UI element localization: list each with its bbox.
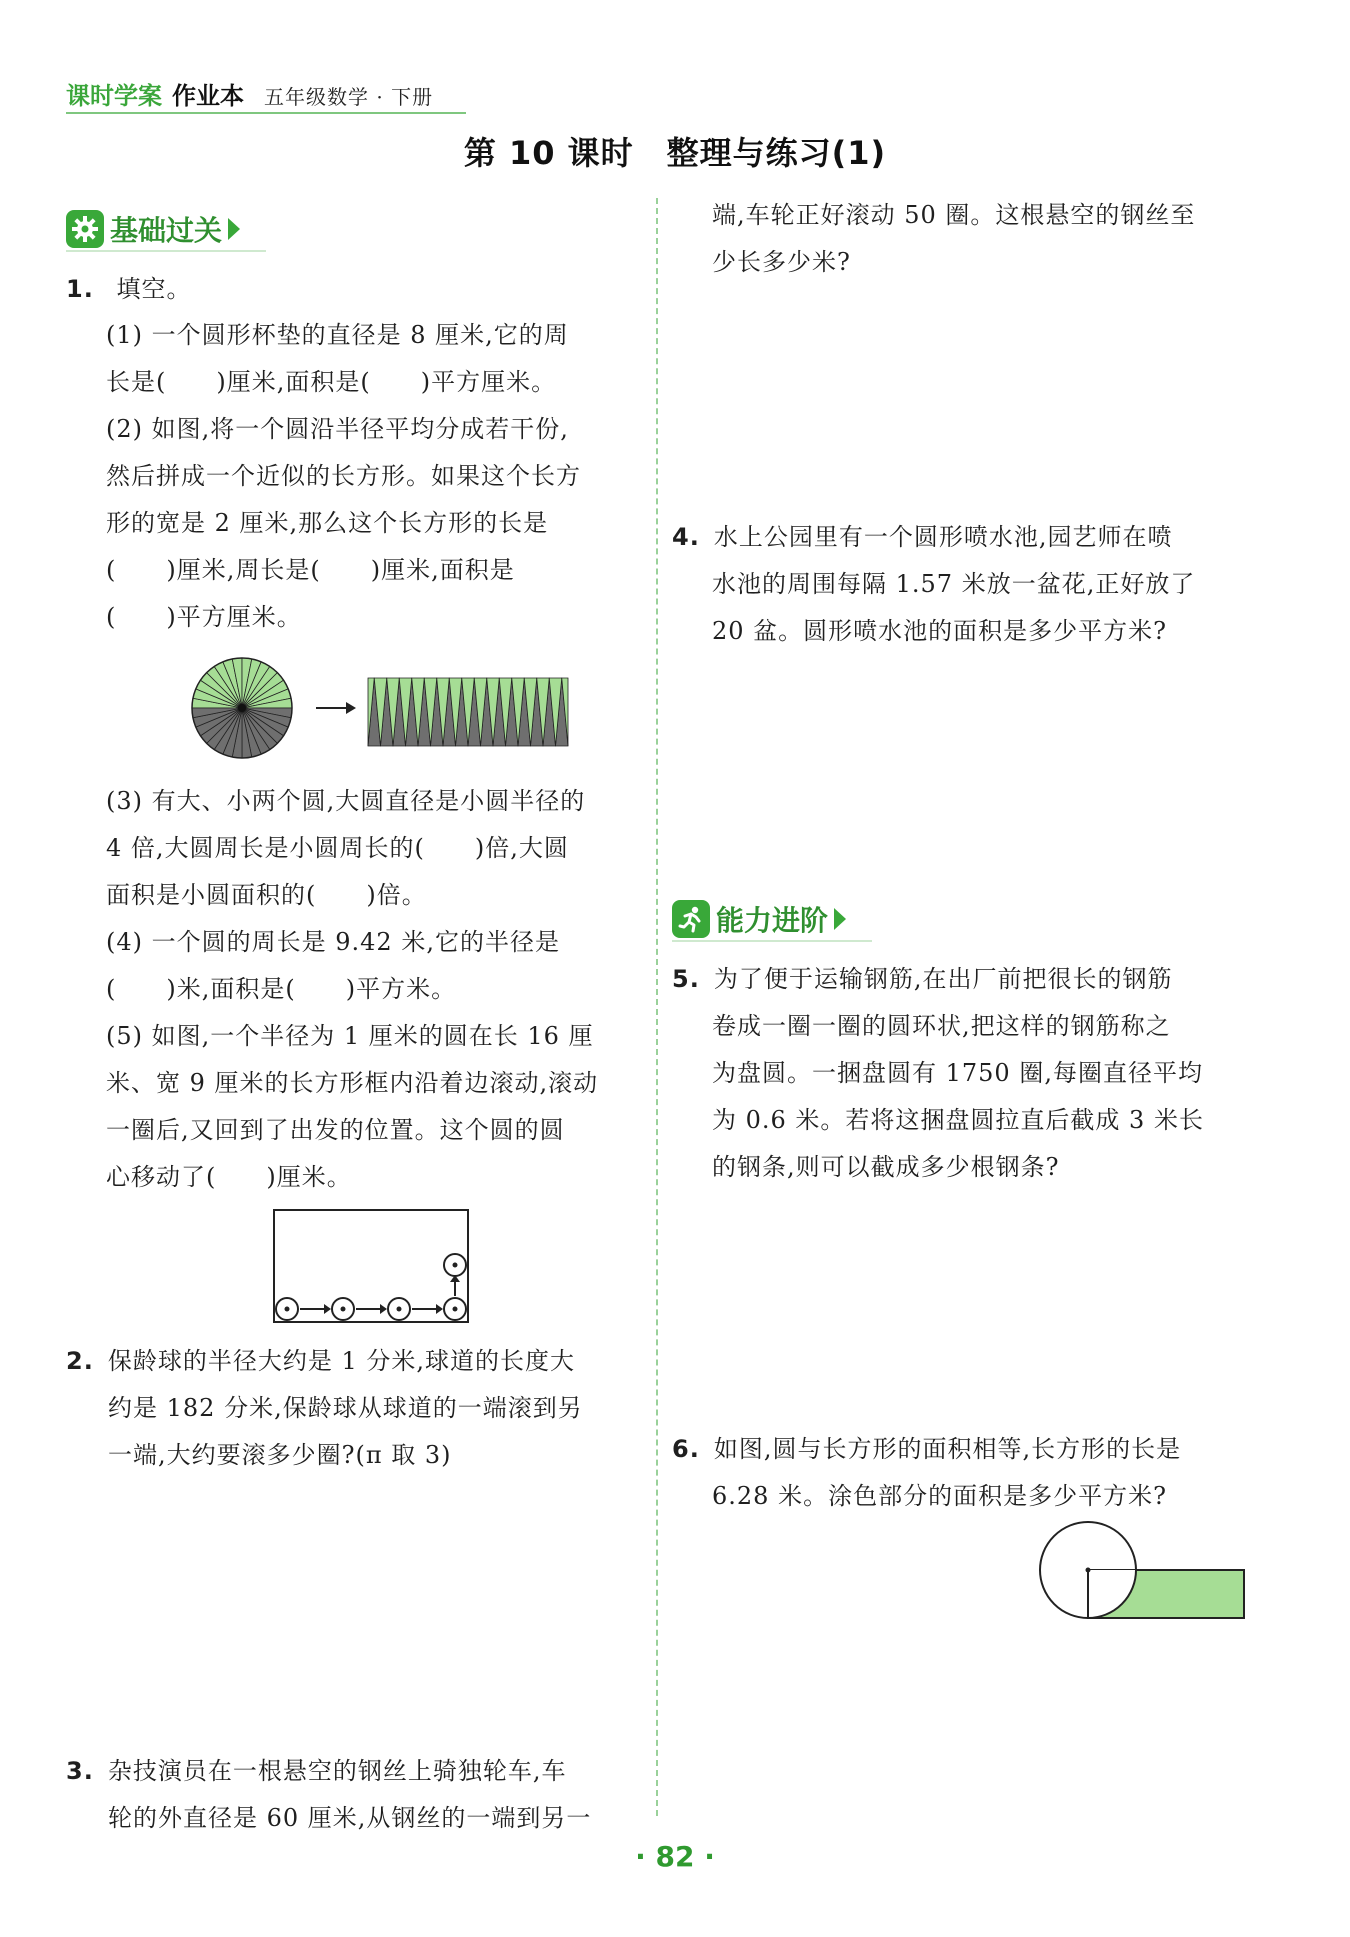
text-line: 如图,圆与长方形的面积相等,长方形的长是 <box>713 1435 1182 1463</box>
text-line: 卷成一圈一圈的圆环状,把这样的钢筋称之 <box>712 1012 1171 1040</box>
q1-part3 <box>106 778 598 1201</box>
text-line: 4 倍,大圆周长是小圆周长的( )倍,大圆 <box>106 834 569 862</box>
text-line: (4) 一个圆的周长是 9.42 米,它的半径是 <box>106 928 560 956</box>
badge-arrow-icon <box>834 908 846 930</box>
grade-label: 五年级数学 · 下册 <box>264 85 434 109</box>
header-rule <box>66 112 466 114</box>
question-3-start <box>66 1748 591 1842</box>
text-line: 的钢条,则可以截成多少根钢条? <box>712 1153 1060 1181</box>
brand-name-green: 课时学案 <box>66 82 162 110</box>
text-line: 心移动了( )厘米。 <box>106 1163 352 1191</box>
text-line: 水池的周围每隔 1.57 米放一盆花,正好放了 <box>712 570 1196 598</box>
section-badge-basic <box>66 206 240 252</box>
lesson-title: 第 10 课时 整理与练习(1) <box>463 134 887 172</box>
section-badge-advanced <box>672 896 846 942</box>
text-line: 为盘圆。一捆盘圆有 1750 圈,每圈直径平均 <box>712 1059 1203 1087</box>
column-divider <box>656 198 658 1816</box>
section-title-advanced: 能力进阶 <box>716 904 829 937</box>
circle-center <box>238 704 246 712</box>
text-line: (3) 有大、小两个圆,大圆直径是小圆半径的 <box>106 787 586 815</box>
text-line: 一端,大约要滚多少圈?(π 取 3) <box>108 1441 452 1469</box>
page-number: · 82 · <box>635 1840 715 1873</box>
text-line: 米、宽 9 厘米的长方形框内沿着边滚动,滚动 <box>106 1069 599 1097</box>
question-5 <box>672 956 1204 1191</box>
brand-name-black: 作业本 <box>172 82 244 110</box>
text-line: ( )平方厘米。 <box>106 603 302 631</box>
question-2 <box>66 1338 583 1479</box>
question-4 <box>672 514 1195 655</box>
text-line: 约是 182 分米,保龄球从球道的一端滚到另 <box>108 1394 583 1422</box>
q1-part1 <box>106 312 581 641</box>
text-line: 少长多少米? <box>712 248 851 276</box>
text-line: 一圈后,又回到了出发的位置。这个圆的圆 <box>106 1116 565 1144</box>
rolling-circle-figure <box>272 1208 472 1330</box>
text-line: 水上公园里有一个圆形喷水池,园艺师在喷 <box>713 523 1173 551</box>
question-3-continued <box>712 192 1195 286</box>
circle-rectangle-figure <box>1036 1514 1252 1630</box>
question-number: 1. <box>66 275 94 303</box>
question-number: 5. <box>672 965 700 993</box>
circle-to-rectangle-figure <box>182 652 582 768</box>
badge-underline <box>66 250 266 252</box>
question-text: 填空。 <box>116 275 192 303</box>
text-line: 形的宽是 2 厘米,那么这个长方形的长是 <box>106 509 549 537</box>
text-line: 为 0.6 米。若将这捆盘圆拉直后截成 3 米长 <box>712 1106 1204 1134</box>
text-line: (2) 如图,将一个圆沿半径平均分成若干份, <box>106 415 569 443</box>
badge-underline <box>672 940 872 942</box>
question-number: 2. <box>66 1347 94 1375</box>
question-number: 4. <box>672 523 700 551</box>
gear-icon <box>66 210 104 248</box>
runner-icon <box>672 900 710 938</box>
text-line: (5) 如图,一个半径为 1 厘米的圆在长 16 厘 <box>106 1022 594 1050</box>
question-1-title <box>66 266 191 313</box>
question-number: 6. <box>672 1435 700 1463</box>
text-line: ( )厘米,周长是( )厘米,面积是 <box>106 556 515 584</box>
badge-arrow-icon <box>228 218 240 240</box>
text-line: 面积是小圆面积的( )倍。 <box>106 881 427 909</box>
brand-header <box>66 76 433 111</box>
text-line: (1) 一个圆形杯垫的直径是 8 厘米,它的周 <box>106 321 569 349</box>
text-line: 6.28 米。涂色部分的面积是多少平方米? <box>712 1482 1167 1510</box>
text-line: ( )米,面积是( )平方米。 <box>106 975 457 1003</box>
text-line: 端,车轮正好滚动 50 圈。这根悬空的钢丝至 <box>712 201 1196 229</box>
text-line: 保龄球的半径大约是 1 分米,球道的长度大 <box>107 1347 575 1375</box>
text-line: 为了便于运输钢筋,在出厂前把很长的钢筋 <box>713 965 1173 993</box>
question-6 <box>672 1426 1181 1520</box>
section-title-basic: 基础过关 <box>110 214 223 247</box>
text-line: 杂技演员在一根悬空的钢丝上骑独轮车,车 <box>107 1757 567 1785</box>
text-line: 长是( )厘米,面积是( )平方厘米。 <box>106 368 557 396</box>
text-line: 然后拼成一个近似的长方形。如果这个长方 <box>106 462 581 490</box>
text-line: 轮的外直径是 60 厘米,从钢丝的一端到另一 <box>108 1804 592 1832</box>
text-line: 20 盆。圆形喷水池的面积是多少平方米? <box>712 617 1168 645</box>
question-number: 3. <box>66 1757 94 1785</box>
